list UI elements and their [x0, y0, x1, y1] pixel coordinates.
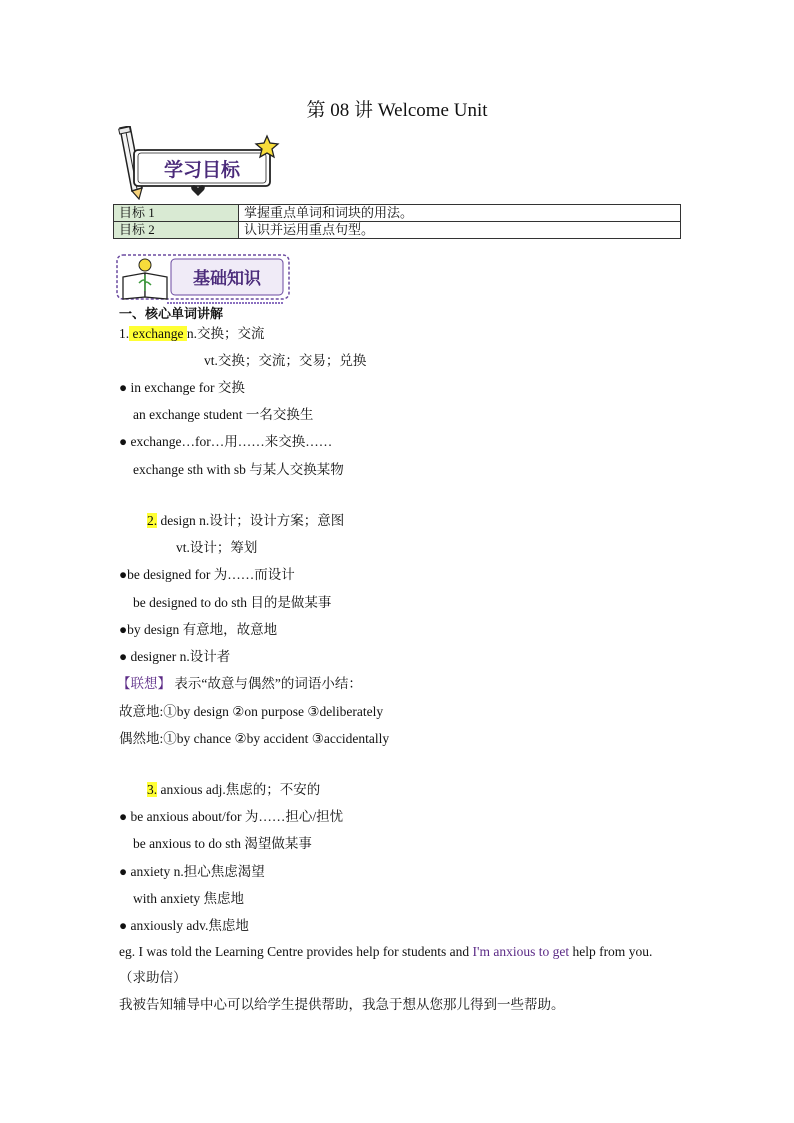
phrase-line: ● be anxious about/for 为……担心/担忧 — [119, 809, 344, 824]
example-highlight: I'm anxious to get — [472, 944, 570, 959]
entry-2-verb: vt.设计；筹划 — [176, 540, 258, 555]
banner2-label: 基础知识 — [193, 269, 261, 289]
phrase-line: 偶然地:①by chance ②by accident ③accidentally — [119, 731, 390, 746]
phrase-line: ● anxiety n.担心焦虑渴望 — [119, 864, 265, 879]
phrase-line: an exchange student 一名交换生 — [133, 407, 314, 422]
goal-value: 掌握重点单词和词块的用法。 — [239, 205, 681, 222]
phrase-line: ● anxiously adv.焦虑地 — [119, 918, 249, 933]
phrase-line: 故意地:①by design ②on purpose ③deliberately — [119, 704, 384, 719]
entry-def: n.交换；交流 — [186, 326, 265, 341]
goal-row — [114, 205, 681, 222]
entry-2-line — [147, 512, 344, 530]
phrase-line: ● designer n.设计者 — [119, 649, 231, 664]
phrase-line: be designed to do sth 目的是做某事 — [133, 595, 332, 610]
entry-number: 3. — [147, 782, 158, 797]
goals-table — [113, 204, 681, 239]
goal-value: 认识并运用重点句型。 — [239, 222, 681, 239]
section-heading: 一、核心单词讲解 — [119, 307, 224, 322]
example-sentence — [119, 943, 652, 961]
goal-row — [114, 222, 681, 239]
entry-def: design n.设计；设计方案；意图 — [157, 513, 345, 528]
entry-def: anxious adj.焦虑的；不安的 — [157, 782, 321, 797]
association-text: 表示“故意与偶然”的词语小结： — [171, 676, 362, 691]
phrase-line: ●be designed for 为……而设计 — [119, 567, 295, 582]
example-translation: 我被告知辅导中心可以给学生提供帮助，我急于想从您那儿得到一些帮助。 — [119, 997, 565, 1012]
association-tag: 【联想】 — [117, 676, 171, 691]
goal-key: 目标 2 — [114, 222, 239, 239]
example-part: help from you. — [569, 944, 653, 959]
phrase-line: ● exchange…for…用……来交换…… — [119, 434, 333, 449]
phrase-line: be anxious to do sth 渴望做某事 — [133, 836, 312, 851]
phrase-line: ●by design 有意地，故意地 — [119, 622, 278, 637]
phrase-line: with anxiety 焦虑地 — [133, 891, 244, 906]
goal-key: 目标 1 — [114, 205, 239, 222]
entry-number: 1. — [119, 326, 130, 341]
entry-word: exchange — [129, 326, 187, 341]
entry-1-verb: vt.交换；交流；交易；兑换 — [204, 353, 367, 368]
learning-goals-banner — [112, 126, 284, 200]
association-line — [117, 675, 362, 693]
banner1-label: 学习目标 — [163, 159, 241, 181]
entry-1-line — [119, 325, 264, 343]
page-title: 第 08 讲 Welcome Unit — [306, 100, 488, 121]
phrase-line: exchange sth with sb 与某人交换某物 — [133, 462, 344, 477]
example-note: （求助信） — [119, 970, 187, 985]
entry-number: 2. — [147, 513, 158, 528]
example-part: eg. I was told the Learning Centre provides help for students and — [119, 944, 473, 959]
basic-knowledge-banner — [115, 253, 295, 307]
phrase-line: ● in exchange for 交换 — [119, 380, 245, 395]
entry-3-line — [147, 781, 320, 799]
